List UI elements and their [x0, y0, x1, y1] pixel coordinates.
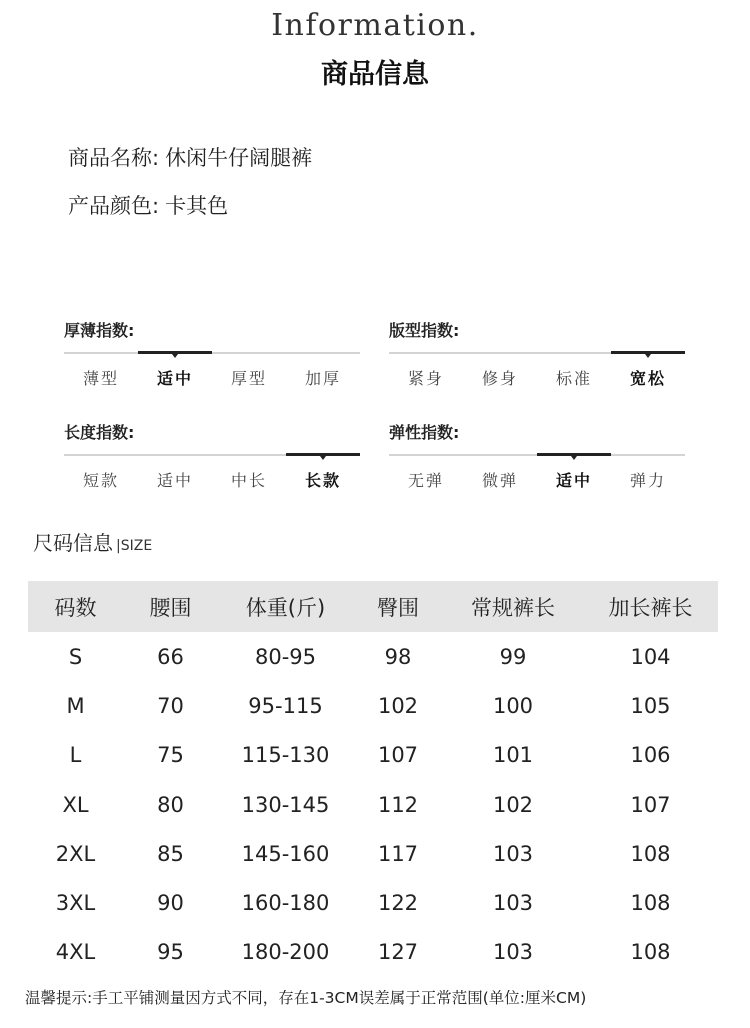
table-cell: 75 [157, 743, 184, 768]
table-cell: 90 [157, 891, 184, 916]
size-title-en: |SIZE [116, 538, 153, 554]
elasticity-scale [389, 420, 685, 491]
product-color-label: 产品颜色: [68, 194, 160, 218]
table-cell: 108 [630, 841, 671, 866]
length-scale-label: 长度指数: [64, 423, 135, 442]
fit-scale [389, 318, 685, 389]
footer-note: 温馨提示:手工平铺测量因方式不同，存在1-3CM误差属于正常范围(单位:厘米CM) [25, 989, 587, 1007]
table-header-cell: 腰围 [123, 581, 218, 632]
table-cell: 66 [157, 644, 184, 669]
table-cell: 95 [157, 940, 184, 965]
table-cell: 127 [377, 940, 419, 965]
fit-option: 修身 [481, 369, 518, 388]
table-cell: 100 [492, 693, 534, 718]
table-cell: 117 [377, 841, 419, 866]
size-title-cn: 尺码信息 [33, 531, 113, 555]
elasticity-option: 无弹 [407, 471, 444, 490]
product-color-value: 卡其色 [165, 194, 229, 218]
elasticity-option: 弹力 [629, 471, 666, 490]
table-cell: 107 [630, 792, 671, 817]
table-header-cell: 体重(斤) [218, 581, 353, 632]
elasticity-scale-label: 弹性指数: [389, 423, 460, 442]
table-header-cell: 常规裤长 [443, 581, 583, 632]
table-cell: 108 [630, 891, 671, 916]
thickness-scale-track [64, 352, 360, 354]
thickness-option: 加厚 [304, 369, 341, 388]
table-cell: 180-200 [241, 940, 330, 965]
table-cell: 160-180 [241, 891, 330, 916]
table-cell: 103 [492, 940, 534, 965]
product-name-row [68, 142, 312, 172]
fit-option: 标准 [555, 369, 592, 388]
table-cell: 112 [377, 792, 419, 817]
table-cell: 103 [492, 891, 534, 916]
length-option: 中长 [230, 471, 267, 490]
table-cell: 122 [377, 891, 419, 916]
length-scale-indicator [286, 453, 360, 456]
thickness-scale [64, 318, 360, 389]
table-header-row [28, 581, 718, 632]
thickness-scale-indicator [138, 351, 212, 354]
table-row [28, 829, 718, 878]
thickness-option: 适中 [156, 369, 193, 388]
table-cell: 70 [157, 693, 184, 718]
fit-scale-label: 版型指数: [389, 321, 460, 340]
length-option: 长款 [304, 471, 341, 490]
length-option: 短款 [82, 471, 119, 490]
table-cell: 145-160 [241, 841, 330, 866]
elasticity-scale-indicator [537, 453, 611, 456]
thickness-option: 厚型 [230, 369, 267, 388]
table-cell: 130-145 [241, 792, 330, 817]
table-cell: 80 [157, 792, 184, 817]
table-row [28, 878, 718, 927]
table-cell: 104 [630, 644, 671, 669]
length-option: 适中 [156, 471, 193, 490]
table-cell: 115-130 [241, 743, 330, 768]
thickness-scale-label: 厚薄指数: [64, 321, 135, 340]
thickness-option: 薄型 [82, 369, 119, 388]
table-row [28, 681, 718, 730]
product-color-row [68, 190, 228, 220]
table-cell: 80-95 [254, 644, 317, 669]
product-name-value: 休闲牛仔阔腿裤 [165, 146, 313, 170]
table-cell: S [68, 644, 83, 669]
table-cell: 2XL [55, 841, 96, 866]
product-name-label: 商品名称: [68, 146, 160, 170]
table-cell: XL [62, 792, 89, 817]
length-scale-track [64, 454, 360, 456]
table-cell: 105 [630, 693, 671, 718]
fit-scale-track [389, 352, 685, 354]
title-english: Information. [271, 8, 479, 43]
table-cell: 108 [630, 940, 671, 965]
table-cell: 85 [157, 841, 184, 866]
table-row [28, 731, 718, 780]
table-header-cell: 加长裤长 [583, 581, 718, 632]
table-row [28, 928, 718, 977]
table-cell: 103 [492, 841, 534, 866]
fit-option: 宽松 [629, 369, 666, 388]
size-table [28, 581, 718, 977]
table-row [28, 780, 718, 829]
title-chinese: 商品信息 [321, 59, 429, 90]
table-cell: 95-115 [248, 693, 323, 718]
elasticity-option: 适中 [555, 471, 592, 490]
table-cell: 98 [384, 644, 412, 669]
table-cell: 107 [377, 743, 419, 768]
table-cell: 102 [492, 792, 534, 817]
table-cell: L [69, 743, 82, 768]
fit-scale-indicator [611, 351, 685, 354]
table-cell: 99 [499, 644, 527, 669]
table-cell: 4XL [55, 940, 96, 965]
table-cell: 106 [630, 743, 671, 768]
table-header-cell: 臀围 [353, 581, 443, 632]
table-header-cell: 码数 [28, 581, 123, 632]
elasticity-option: 微弹 [481, 471, 518, 490]
elasticity-scale-track [389, 454, 685, 456]
table-cell: M [66, 693, 85, 718]
fit-option: 紧身 [407, 369, 444, 388]
table-row [28, 632, 718, 681]
table-cell: 102 [377, 693, 419, 718]
table-cell: 3XL [55, 891, 96, 916]
size-section-title [33, 527, 152, 556]
table-cell: 101 [492, 743, 534, 768]
length-scale [64, 420, 360, 491]
